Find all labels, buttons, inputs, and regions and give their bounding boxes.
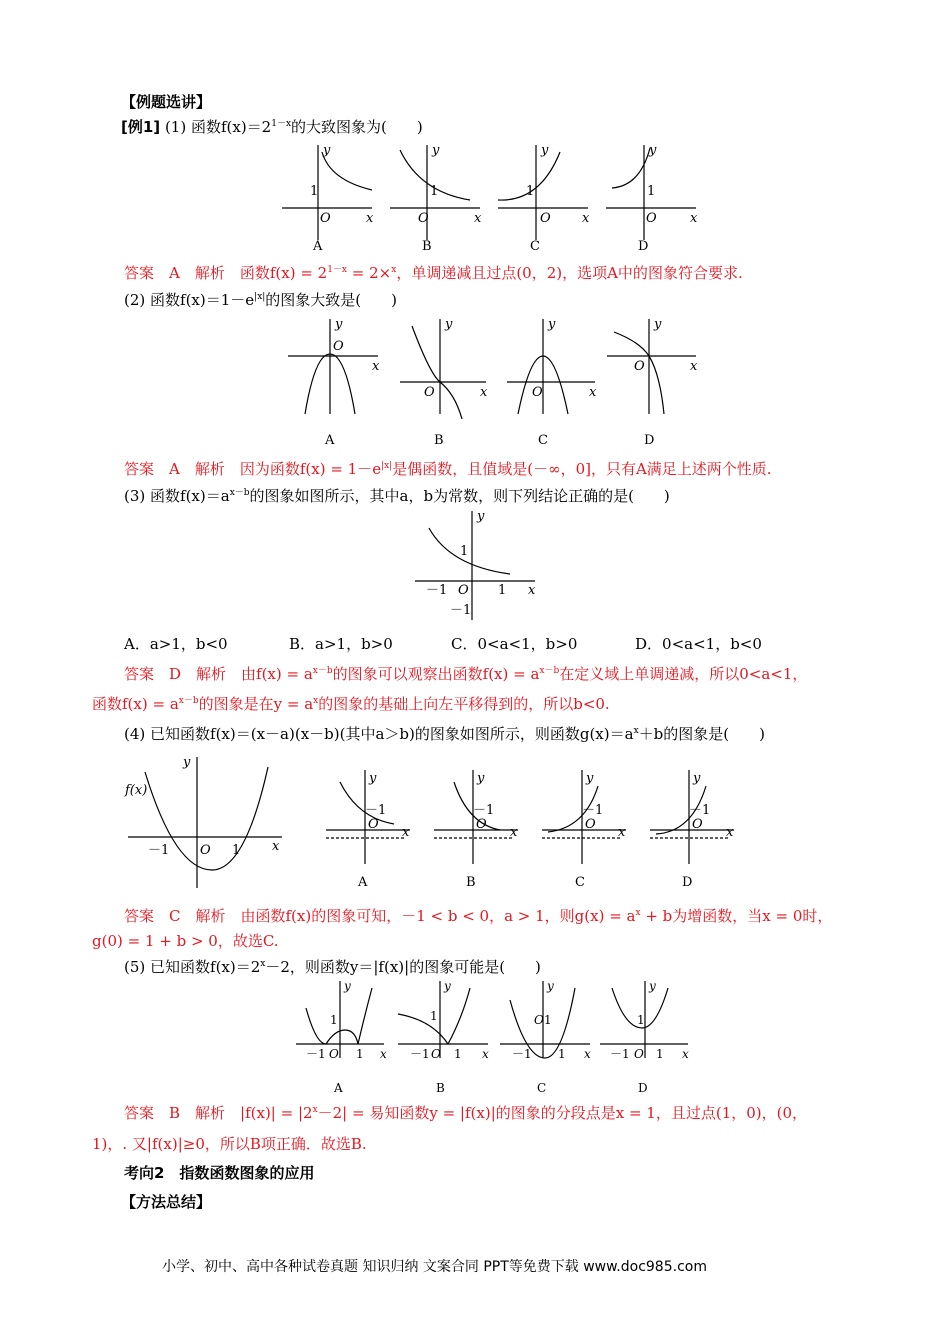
svg-text:D: D: [638, 239, 649, 254]
svg-text:A: A: [358, 875, 368, 890]
svg-text:A: A: [325, 433, 335, 448]
svg-text:O: O: [634, 359, 645, 374]
svg-text:x: x: [480, 385, 488, 400]
svg-text:O: O: [585, 817, 596, 832]
svg-text:1: 1: [656, 1047, 664, 1061]
question-1: [例1] (1) 函数$f(x)=2^{1-x}$的大致图象为( ): [121, 118, 423, 136]
answer-4-line1: 答案 C 解析 由函数f(x)的图象可知，－1 < b < 0，a > 1，则$g(x) = a^x + b$为增函数，当x = 0时，: [124, 907, 833, 925]
svg-text:－1: －1: [426, 583, 448, 598]
svg-text:x: x: [582, 211, 590, 226]
svg-text:1: 1: [310, 184, 319, 199]
q4-graphs: [0, 752, 950, 902]
question-2: (2) 函数$f(x)=1-e^{|x|}$的图象大致是( ): [124, 291, 398, 309]
svg-text:－1: －1: [689, 803, 711, 818]
svg-text:－1: －1: [410, 1047, 430, 1061]
svg-text:y: y: [547, 979, 554, 993]
answer-5-line1: 答案 B 解析 $|f(x)| = |2^x-2|$ = 易知函数y = |f(x)|的图象的分段点是x = 1，且过点(1，0)，(0，: [124, 1104, 808, 1122]
svg-text:y: y: [335, 317, 343, 332]
svg-text:O: O: [200, 843, 211, 858]
svg-text:y: y: [649, 979, 656, 993]
answer-3-line1: 答案 D 解析 由$f(x) = a^{x-b}$的图象可以观察出函数$f(x) = a^{x-b}$在定义域上单调递减，所以0<a<1，: [124, 665, 808, 683]
svg-text:1: 1: [430, 1009, 438, 1023]
question-4: (4) 已知函数f(x)＝(x－a)(x－b)(其中a＞b)的图象如图所示，则函数$g(x)=a^x+b$的图象是( ): [124, 725, 765, 743]
svg-text:x: x: [510, 825, 518, 840]
svg-text:O: O: [692, 817, 703, 832]
svg-text:x: x: [690, 359, 698, 374]
svg-text:O: O: [458, 583, 469, 598]
svg-text:y: y: [477, 771, 485, 786]
svg-text:y: y: [654, 317, 662, 332]
svg-text:y: y: [541, 143, 549, 158]
svg-text:B: B: [436, 1081, 445, 1095]
svg-text:O: O: [634, 1047, 644, 1061]
svg-text:x: x: [474, 211, 482, 226]
svg-text:1: 1: [647, 184, 656, 199]
svg-text:y: y: [183, 755, 191, 770]
svg-text:y: y: [586, 771, 594, 786]
svg-text:y: y: [369, 771, 377, 786]
svg-text:－1: －1: [450, 603, 472, 618]
svg-text:C: C: [530, 239, 540, 254]
svg-text:x: x: [726, 825, 734, 840]
answer-1: 答案 A 解析 函数$f(x) = 2^{1-x} = 2\times^x$，单调递减且过点(0，2)，选项A中的图象符合要求.: [124, 264, 743, 282]
svg-text:x: x: [682, 1047, 689, 1061]
question-3: (3) 函数$f(x)=a^{x-b}$的图象如图所示，其中a，b为常数，则下列结论正确的是( ): [124, 487, 670, 505]
svg-text:1: 1: [526, 184, 535, 199]
svg-text:1: 1: [544, 1013, 552, 1027]
svg-text:1: 1: [460, 544, 469, 559]
svg-text:－1: －1: [306, 1047, 326, 1061]
svg-text:C: C: [538, 433, 548, 448]
svg-text:D: D: [682, 875, 693, 890]
svg-text:x: x: [402, 825, 410, 840]
svg-text:y: y: [444, 979, 451, 993]
q3-option-a[interactable]: A．a>1，b<0: [124, 635, 228, 653]
section-title: 【例题选讲】: [121, 93, 212, 111]
q1-graphs: [0, 140, 950, 270]
svg-text:O: O: [476, 817, 487, 832]
svg-text:y: y: [445, 317, 453, 332]
svg-text:D: D: [638, 1081, 648, 1095]
answer-5-line2: 1)，. 又|f(x)|≥0，所以B项正确．故选B.: [92, 1135, 367, 1153]
question-5: (5) 已知函数$f(x)=2^x-2$，则函数y＝|f(x)|的图象可能是( ): [124, 958, 541, 976]
svg-text:O: O: [418, 211, 429, 226]
svg-text:1: 1: [637, 1013, 645, 1027]
svg-text:O: O: [534, 1013, 544, 1027]
svg-text:O: O: [329, 1047, 339, 1061]
svg-text:y: y: [432, 143, 440, 158]
svg-text:x: x: [380, 1047, 387, 1061]
svg-text:O: O: [532, 385, 543, 400]
svg-text:－1: －1: [610, 1047, 630, 1061]
svg-text:D: D: [644, 433, 655, 448]
answer-3-line2: 函数$f(x) = a^{x-b}$的图象是在$y = a^x$的图象的基础上向左平移得到的，所以b<0.: [92, 695, 610, 713]
svg-text:C: C: [575, 875, 585, 890]
svg-text:y: y: [477, 509, 485, 524]
q3-graph: [0, 508, 950, 628]
svg-text:x: x: [272, 839, 280, 854]
svg-text:x: x: [618, 825, 626, 840]
svg-text:1: 1: [232, 843, 241, 858]
svg-text:y: y: [323, 143, 331, 158]
svg-text:x: x: [589, 385, 597, 400]
svg-text:A: A: [334, 1081, 343, 1095]
svg-text:1: 1: [498, 583, 507, 598]
svg-text:x: x: [372, 359, 380, 374]
svg-text:－1: －1: [512, 1047, 532, 1061]
svg-text:1: 1: [430, 184, 439, 199]
q3-option-c[interactable]: C．0<a<1，b>0: [451, 635, 578, 653]
svg-text:1: 1: [356, 1047, 364, 1061]
svg-text:x: x: [366, 211, 374, 226]
svg-text:x: x: [690, 211, 698, 226]
svg-text:C: C: [537, 1081, 547, 1095]
svg-text:B: B: [422, 239, 432, 254]
svg-text:x: x: [584, 1047, 591, 1061]
svg-text:O: O: [333, 339, 344, 354]
svg-text:1: 1: [454, 1047, 462, 1061]
answer-2: 答案 A 解析 因为函数$f(x) = 1-e^{|x|}$是偶函数，且值域是(－∞，0]，只有A满足上述两个性质.: [124, 460, 772, 478]
svg-text:O: O: [646, 211, 657, 226]
svg-text:1: 1: [558, 1047, 566, 1061]
svg-text:1: 1: [330, 1013, 338, 1027]
svg-text:y: y: [649, 143, 657, 158]
svg-text:－1: －1: [473, 803, 495, 818]
answer-4-line2: g(0) = 1 + b > 0，故选C.: [92, 932, 279, 950]
graph-A-label: A: [313, 239, 323, 254]
q5-graphs: [0, 978, 950, 1098]
svg-text:O: O: [431, 1047, 441, 1061]
svg-text:x: x: [482, 1047, 489, 1061]
svg-text:－1: －1: [148, 843, 170, 858]
footer: 小学、初中、高中各种试卷真题 知识归纳 文案合同 PPT等免费下载 www.doc985.com: [162, 1259, 707, 1275]
q3-option-d[interactable]: D．0<a<1，b<0: [635, 635, 762, 653]
q3-option-b[interactable]: B．a>1，b>0: [289, 635, 393, 653]
svg-text:B: B: [466, 875, 476, 890]
kaoxiang-heading: 考向2 指数函数图象的应用: [124, 1164, 315, 1182]
q2-graphs: [0, 314, 950, 454]
svg-text:O: O: [424, 385, 435, 400]
svg-text:－1: －1: [365, 803, 387, 818]
svg-text:－1: －1: [582, 803, 604, 818]
svg-text:y: y: [693, 771, 701, 786]
svg-text:O: O: [540, 211, 551, 226]
svg-text:y: y: [344, 979, 351, 993]
svg-text:y: y: [548, 317, 556, 332]
method-heading: 【方法总结】: [121, 1193, 212, 1211]
svg-text:f(x): f(x): [125, 783, 148, 798]
svg-text:O: O: [320, 211, 331, 226]
svg-text:O: O: [368, 817, 379, 832]
svg-text:x: x: [528, 583, 536, 598]
svg-text:B: B: [434, 433, 444, 448]
